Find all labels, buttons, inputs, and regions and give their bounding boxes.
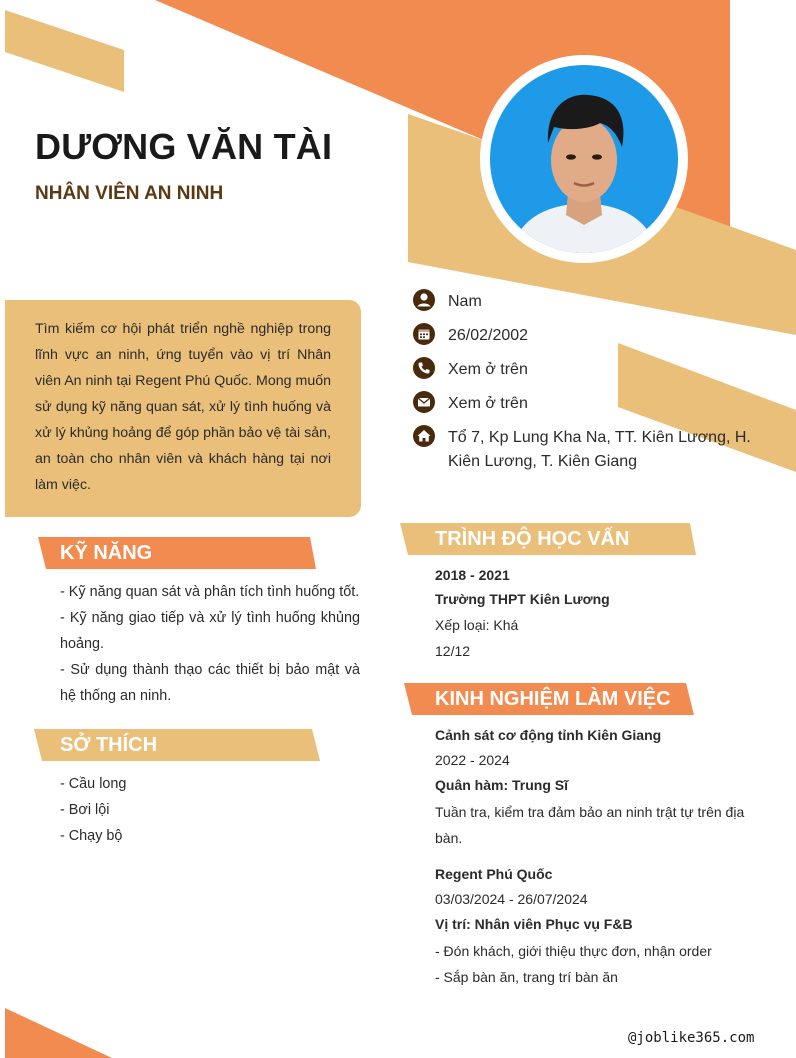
job-role: Vị trí: Nhân viên Phục vụ F&B <box>435 916 633 932</box>
phone-icon <box>412 356 436 380</box>
gender-value: Nam <box>448 293 482 310</box>
skills-heading-label: KỸ NĂNG <box>60 542 153 564</box>
experience-job-2 <box>435 862 775 990</box>
job-period: 2022 - 2024 <box>435 752 510 768</box>
address-value: Tổ 7, Kp Lung Kha Na, TT. Kiên Lương, H. Kiên Lương, T. Kiên Giang <box>448 429 751 470</box>
footer-watermark: @joblike365.com <box>628 1030 755 1046</box>
contact-gender <box>412 290 782 314</box>
job-description: Tuần tra, kiểm tra đảm bảo an ninh trật tự trên địa bàn. <box>435 804 745 846</box>
user-icon <box>412 288 436 312</box>
phone-value: Xem ở trên <box>448 361 528 378</box>
education-rank: Xếp loại: Khá <box>435 617 519 633</box>
job-role: Quân hàm: Trung Sĩ <box>435 777 569 793</box>
top-left-sand-tab <box>5 10 124 92</box>
skill-item: - Sử dụng thành thạo các thiết bị bảo mật và hệ thống an ninh. <box>60 662 360 704</box>
job-period: 03/03/2024 - 26/07/2024 <box>435 891 588 907</box>
email-value: Xem ở trên <box>448 395 528 412</box>
experience-heading <box>404 683 700 715</box>
experience-heading-label: KINH NGHIỆM LÀM VIỆC <box>435 688 671 710</box>
mail-icon <box>412 390 436 414</box>
skills-list <box>60 579 360 709</box>
hobby-item: - Cầu long <box>60 776 127 792</box>
calendar-icon <box>412 322 436 346</box>
education-grade: 12/12 <box>435 643 471 659</box>
contact-phone <box>412 358 782 382</box>
education-period: 2018 - 2021 <box>435 567 510 583</box>
job-description: - Sắp bàn ăn, trang trí bàn ăn <box>435 969 618 985</box>
hobby-item: - Bơi lội <box>60 802 110 818</box>
hobbies-list <box>60 771 360 849</box>
job-description: - Đón khách, giới thiệu thực đơn, nhận order <box>435 943 712 959</box>
dob-value: 26/02/2002 <box>448 327 529 344</box>
job-title: NHÂN VIÊN AN NINH <box>35 183 224 204</box>
candidate-name: DƯƠNG VĂN TÀI <box>35 126 333 167</box>
contact-address <box>412 426 782 474</box>
skills-heading <box>38 537 318 569</box>
skill-item: - Kỹ năng quan sát và phân tích tình huống tốt. <box>60 584 360 600</box>
contact-dob <box>412 324 782 348</box>
hobbies-heading-label: SỞ THÍCH <box>60 734 158 756</box>
education-details <box>435 563 775 664</box>
career-objective: Tìm kiếm cơ hội phát triển nghề nghiệp trong lĩnh vực an ninh, ứng tuyển vào vị trí Nhân viên An ninh tại Regent Phú Quốc. Mong muốn sử dụng kỹ năng quan sát, xử lý tình huống và xử lý khủng hoảng để góp phần bảo vệ tài sản, an toàn cho nhân viên và khách hàng tại nơi làm việc. <box>5 300 361 517</box>
education-school: Trường THPT Kiên Lương <box>435 591 610 607</box>
contact-email <box>412 392 782 416</box>
hobbies-heading <box>34 729 324 761</box>
education-heading-label: TRÌNH ĐỘ HỌC VẤN <box>435 528 630 550</box>
profile-photo <box>490 65 678 253</box>
bottom-left-orange <box>5 1008 112 1058</box>
education-heading <box>400 523 700 555</box>
skill-item: - Kỹ năng giao tiếp và xử lý tình huống khủng hoảng. <box>60 610 360 652</box>
job-company: Regent Phú Quốc <box>435 866 553 882</box>
experience-job-1 <box>435 723 775 851</box>
home-icon <box>412 424 436 448</box>
job-company: Cảnh sát cơ động tỉnh Kiên Giang <box>435 727 662 743</box>
hobby-item: - Chạy bộ <box>60 828 123 844</box>
